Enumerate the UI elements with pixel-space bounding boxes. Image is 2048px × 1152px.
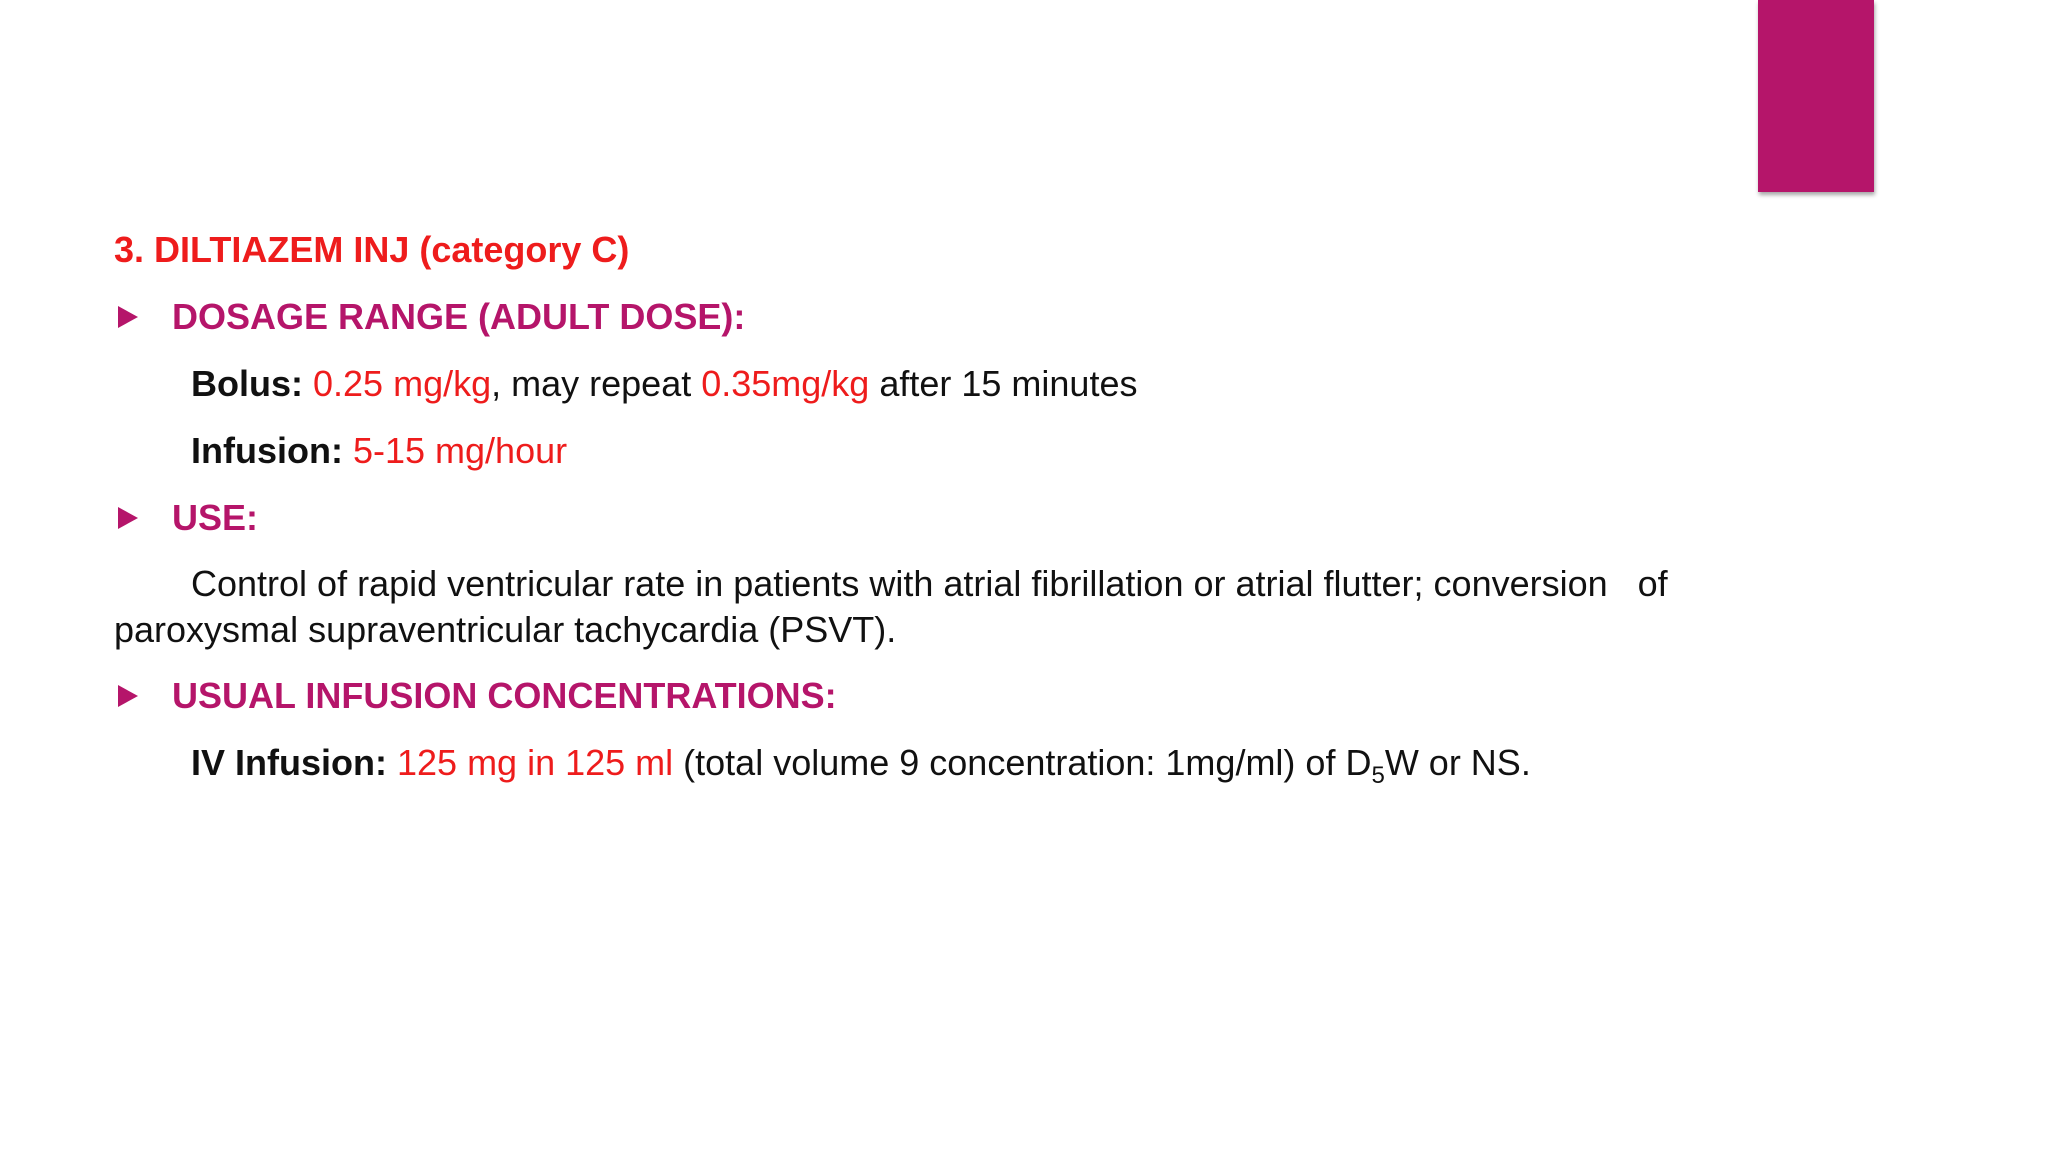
- bolus-repeat-dose: 0.35mg/kg: [701, 363, 870, 404]
- infusion-label: Infusion:: [191, 430, 343, 471]
- bullet-use: [114, 494, 1814, 542]
- iv-infusion-text: (total volume 9 concentration: 1mg/ml) of D: [673, 742, 1372, 783]
- bolus-mid-text: , may repeat: [491, 363, 702, 404]
- bolus-line: [114, 360, 1814, 408]
- d5w-subscript: 5: [1371, 762, 1385, 789]
- bullet-usual-infusion-concentrations: [114, 672, 1814, 720]
- iv-infusion-dose: 125 mg in 125 ml: [397, 742, 674, 783]
- slide-content: [114, 226, 1814, 787]
- use-paragraph: Control of rapid ventricular rate in patients with atrial fibrillation or atrial flutter; conversion of paroxysmal supraventricular tachycardia (PSVT).: [114, 563, 1668, 650]
- accent-bar: [1758, 0, 1874, 192]
- bullet-dosage-range: [114, 293, 1814, 341]
- triangle-bullet-icon: [118, 507, 138, 529]
- dosage-range-title: DOSAGE RANGE (ADULT DOSE):: [172, 296, 746, 337]
- use-title: USE:: [172, 497, 259, 538]
- bolus-label: Bolus:: [191, 363, 303, 404]
- triangle-bullet-icon: [118, 685, 138, 707]
- infusion-dose: 5-15 mg/hour: [352, 430, 568, 471]
- iv-infusion-label: IV Infusion:: [191, 742, 387, 783]
- bolus-tail-text: after 15 minutes: [869, 363, 1138, 404]
- bolus-dose: 0.25 mg/kg: [313, 363, 492, 404]
- triangle-bullet-icon: [118, 306, 138, 328]
- iv-infusion-line: [114, 739, 1814, 787]
- concentrations-title: USUAL INFUSION CONCENTRATIONS:: [172, 675, 837, 716]
- infusion-line: [114, 427, 1814, 475]
- slide-heading: 3. DILTIAZEM INJ (category C): [114, 229, 630, 270]
- iv-infusion-text-end: W or NS.: [1384, 742, 1531, 783]
